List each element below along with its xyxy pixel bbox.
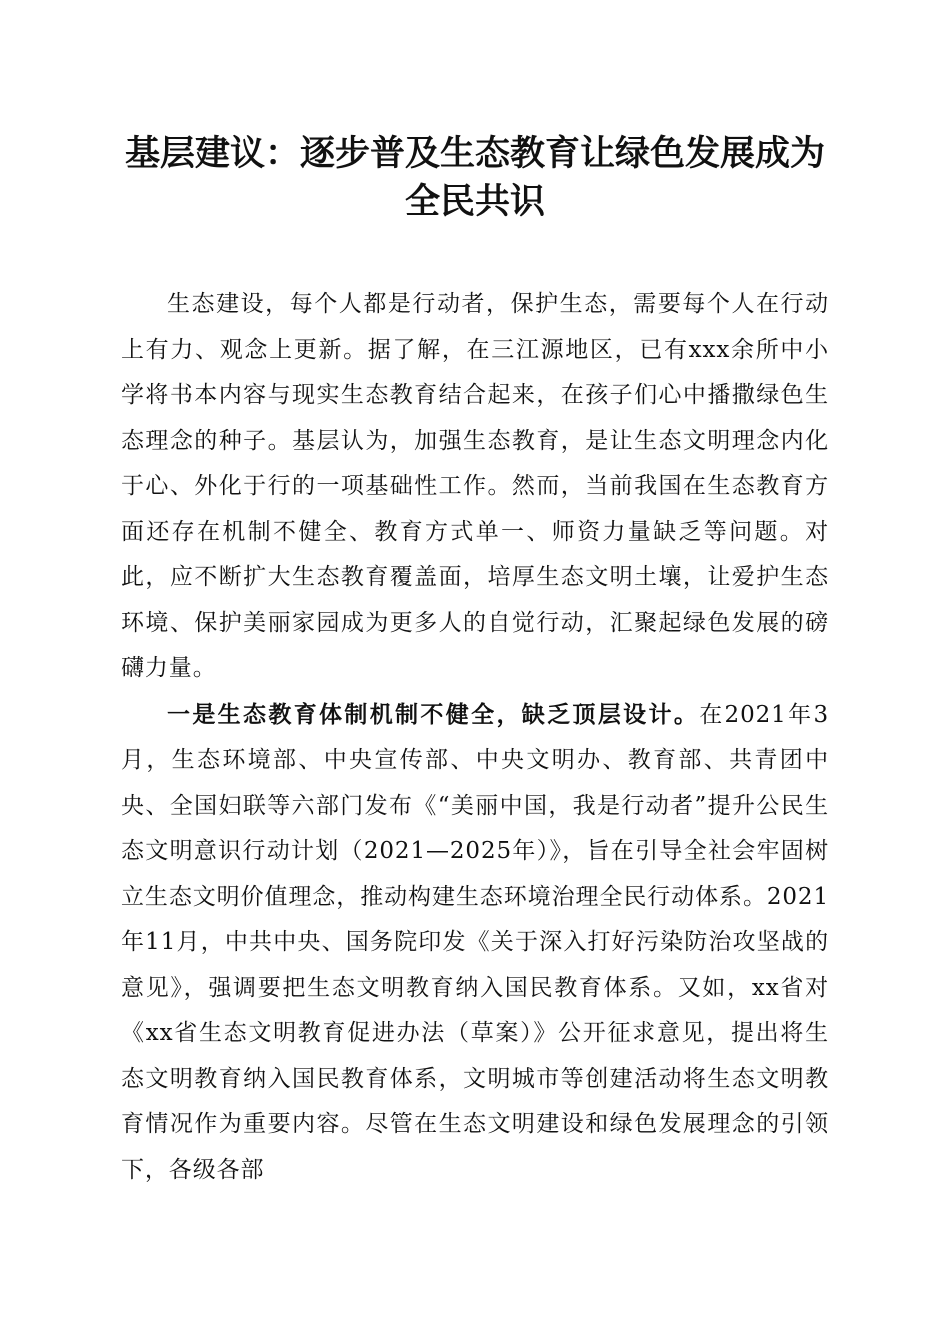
paragraph-intro: 生态建设，每个人都是行动者，保护生态，需要每个人在行动上有力、观念上更新。据了解，在三江源地区，已有xxx余所中小学将书本内容与现实生态教育结合起来，在孩子们心中播撒绿色生态理念的种子。基层认为，加强生态教育，是让生态文明理念内化于心、外化于行的一项基础性工作。然而，当前我国在生态教育方面还存在机制不健全、教育方式单一、师资力量缺乏等问题。对此，应不断扩大生态教育覆盖面，培厚生态文明土壤，让爱护生态环境、保护美丽家园成为更多人的自觉行动，汇聚起绿色发展的磅礴力量。 — [121, 291, 829, 681]
document-page — [121, 130, 829, 1193]
document-title — [121, 130, 829, 226]
title-line-1: 基层建议：逐步普及生态教育让绿色发展成为 — [124, 134, 825, 174]
paragraph-point-one-body: 在2021年3月，生态环境部、中央宣传部、中央文明办、教育部、共青团中央、全国妇联等六部门发布《“美丽中国，我是行动者”提升公民生态文明意识行动计划（2021—2025年）》，旨在引导全社会牢固树立生态文明价值理念，推动构建生态环境治理全民行动体系。2021年11月，中共中央、国务院印发《关于深入打好污染防治攻坚战的意见》，强调要把生态文明教育纳入国民教育体系。又如，xx省对《xx省生态文明教育促进办法（草案）》公开征求意见，提出将生态文明教育纳入国民教育体系，文明城市等创建活动将生态文明教育情况作为重要内容。尽管在生态文明建设和绿色发展理念的引领下，各级各部 — [121, 701, 829, 1183]
document-body — [121, 282, 829, 1193]
paragraph-point-one-lead: 一是生态教育体制机制不健全，缺乏顶层设计。 — [167, 700, 700, 728]
paragraph-point-one — [121, 692, 829, 1194]
title-line-2: 全民共识 — [404, 182, 545, 222]
